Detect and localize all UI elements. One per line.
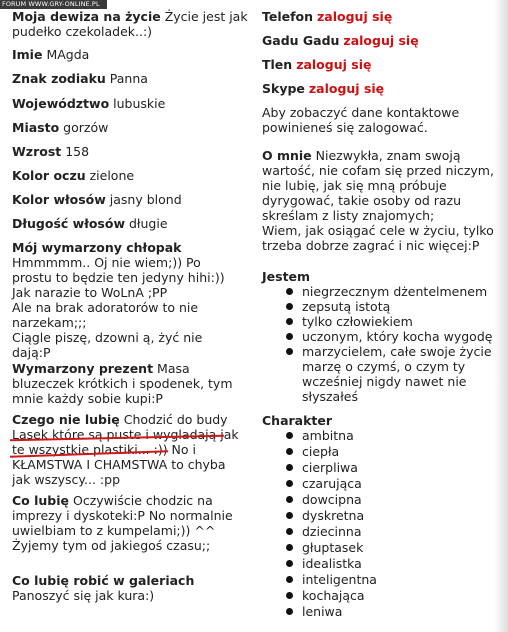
field-telefon	[262, 9, 392, 24]
watermark: FORUM WWW.GRY-ONLINE.PL	[0, 0, 107, 9]
value-wojewodztwo: lubuskie	[113, 96, 166, 111]
list-item-text: inteligentna	[302, 572, 377, 587]
label-kolor-wlosow: Kolor włosów	[12, 192, 106, 207]
value-co-lubie: Oczywiście chodzic na imprezy i dyskoteki:P No normalnie uwielbiam to z kumpelami;)) ^^ Żyjemy tym od jakiegoś czasu;;	[12, 493, 233, 553]
bullet-icon	[286, 348, 293, 355]
bullet-icon	[286, 496, 293, 503]
value-kolor-wlosow: jasny blond	[109, 192, 182, 207]
field-imie	[12, 47, 89, 62]
list-item-text: ciepła	[302, 444, 340, 459]
value-dlugosc-wlosow: długie	[129, 216, 168, 231]
value-wzrost: 158	[65, 144, 90, 159]
list-item	[286, 444, 486, 460]
label-co-lubie: Co lubię	[12, 493, 70, 508]
list-item	[286, 299, 496, 314]
list-item	[286, 329, 496, 344]
value-kolor-oczu: zielone	[89, 168, 135, 183]
label-wojewodztwo: Województwo	[12, 96, 110, 111]
field-gadu-gadu	[262, 33, 419, 48]
bullet-icon	[286, 576, 293, 583]
list-item	[286, 508, 486, 524]
field-wymarzony-prezent	[12, 361, 244, 406]
jestem-list	[262, 284, 496, 404]
label-o-mnie: O mnie	[262, 148, 312, 163]
field-zodiak	[12, 71, 148, 86]
label-galerie: Co lubię robić w galeriach	[12, 573, 195, 588]
label-skype: Skype	[262, 81, 305, 96]
field-wymarzony-chlopak	[12, 240, 244, 360]
list-item	[286, 604, 486, 620]
bullet-icon	[286, 560, 293, 567]
login-link-telefon[interactable]: zaloguj się	[317, 9, 393, 24]
bullet-icon	[286, 303, 293, 310]
login-link-skype[interactable]: zaloguj się	[308, 81, 385, 96]
label-zodiak: Znak zodiaku	[12, 71, 106, 86]
field-tlen	[262, 57, 371, 72]
label-imie: Imie	[12, 47, 43, 62]
field-miasto	[12, 120, 108, 135]
charakter-list	[262, 428, 486, 620]
login-note: Aby zobaczyć dane kontaktowe powinieneś się zalogować.	[262, 105, 460, 135]
bullet-icon	[286, 608, 293, 615]
field-co-lubie	[12, 493, 244, 553]
value-zodiak: Panna	[109, 71, 148, 86]
field-o-mnie	[262, 148, 494, 253]
bullet-icon	[286, 288, 293, 295]
bullet-icon	[286, 528, 293, 535]
value-czego-nie-lubie: Chodzić do budy Lasek które są puste i wygladają jak te wszystkie plastiki... :)) No i KŁAMSTWA I CHAMSTWA to chyba jak wszyscy... :pp	[12, 412, 239, 487]
list-item-text: tylko człowiekiem	[302, 314, 413, 329]
label-dlugosc-wlosow: Długość włosów	[12, 216, 126, 231]
bullet-icon	[286, 480, 293, 487]
label-tlen: Tlen	[262, 57, 293, 72]
list-item-text: dowcipna	[302, 492, 362, 507]
bullet-icon	[286, 318, 293, 325]
list-item-text: ambitna	[302, 428, 354, 443]
bullet-icon	[286, 333, 293, 340]
field-dlugosc-wlosow	[12, 216, 168, 231]
list-item	[286, 476, 486, 492]
label-wymarzony-chlopak: Mój wymarzony chłopak	[12, 240, 182, 255]
list-item	[286, 460, 486, 476]
list-item	[286, 572, 486, 588]
label-wymarzony-prezent: Wymarzony prezent	[12, 361, 154, 376]
value-imie: MAgda	[46, 47, 90, 62]
section-jestem-heading	[262, 269, 310, 284]
field-skype	[262, 81, 384, 96]
list-item-text: marzycielem, całe swoje życie marzę o czymś, o czym ty wcześniej nigdy nawet nie słyszałeś	[302, 344, 492, 404]
label-motto: Moja dewiza na życie	[12, 9, 161, 24]
label-gadu-gadu: Gadu Gadu	[262, 33, 340, 48]
list-item-text: kochająca	[302, 588, 365, 603]
label-kolor-oczu: Kolor oczu	[12, 168, 86, 183]
login-link-tlen[interactable]: zaloguj się	[296, 57, 372, 72]
value-wymarzony-chlopak: Hmmmmm.. Oj nie wiem;)) Po prostu to będzie ten jedyny hihi:)) Jak narazie to WoLnA ;PP Ale na brak adoratorów to nie narzekam;;; Ciągle piszę, dzowni ą, żyć nie dają:P	[12, 255, 225, 360]
bullet-icon	[286, 432, 293, 439]
value-miasto: gorzów	[63, 120, 109, 135]
login-link-gadu-gadu[interactable]: zaloguj się	[343, 33, 419, 48]
bullet-icon	[286, 464, 293, 471]
field-wzrost	[12, 144, 89, 159]
value-wymarzony-prezent: Masa bluzeczek krótkich i spodenek, tym mnie każdy sobie kupi:P	[12, 361, 233, 406]
right-edge-shadow	[494, 0, 508, 632]
list-item-text: głuptasek	[302, 540, 364, 555]
list-item	[286, 588, 486, 604]
label-telefon: Telefon	[262, 9, 314, 24]
label-jestem: Jestem	[262, 269, 311, 284]
list-item	[286, 314, 496, 329]
bullet-icon	[286, 448, 293, 455]
field-galerie	[12, 573, 244, 603]
field-motto	[12, 9, 248, 39]
list-item-text: leniwa	[302, 604, 343, 619]
bullet-icon	[286, 512, 293, 519]
section-charakter-heading	[262, 413, 332, 428]
list-item-text: dyskretna	[302, 508, 365, 523]
label-miasto: Miasto	[12, 120, 60, 135]
list-item-text: zepsutą istotą	[302, 299, 391, 314]
list-item	[286, 556, 486, 572]
value-o-mnie: Niezwykła, znam swoją wartość, nie cofam się przed niczym, nie lubię, jak się mną próbuje dyrygować, takie osoby od razu skreślam z listy znajomych; Wiem, jak osiągać cele w życiu, tylko trzeba dobrze zagrać i nic więcej:P	[262, 148, 494, 253]
value-motto: Życie jest jak pudełko czekoladek..:)	[12, 9, 248, 39]
list-item	[286, 344, 496, 404]
value-galerie: Panoszyć się jak kura:)	[12, 588, 155, 603]
list-item	[286, 428, 486, 444]
field-kolor-wlosow	[12, 192, 182, 207]
list-item-text: niegrzecznym dżentelmenem	[302, 284, 488, 299]
label-wzrost: Wzrost	[12, 144, 62, 159]
label-czego-nie-lubie: Czego nie lubię	[12, 412, 120, 427]
list-item-text: cierpliwa	[302, 460, 358, 475]
list-item	[286, 492, 486, 508]
bullet-icon	[286, 544, 293, 551]
field-kolor-oczu	[12, 168, 134, 183]
list-item-text: idealistka	[302, 556, 362, 571]
list-item-text: czarująca	[302, 476, 362, 491]
field-czego-nie-lubie	[12, 412, 244, 487]
bullet-icon	[286, 592, 293, 599]
list-item-text: dziecinna	[302, 524, 362, 539]
label-charakter: Charakter	[262, 413, 333, 428]
list-item	[286, 284, 496, 299]
list-item-text: uczonym, który kocha wygodę	[302, 329, 493, 344]
list-item	[286, 524, 486, 540]
field-wojewodztwo	[12, 96, 165, 111]
list-item	[286, 540, 486, 556]
